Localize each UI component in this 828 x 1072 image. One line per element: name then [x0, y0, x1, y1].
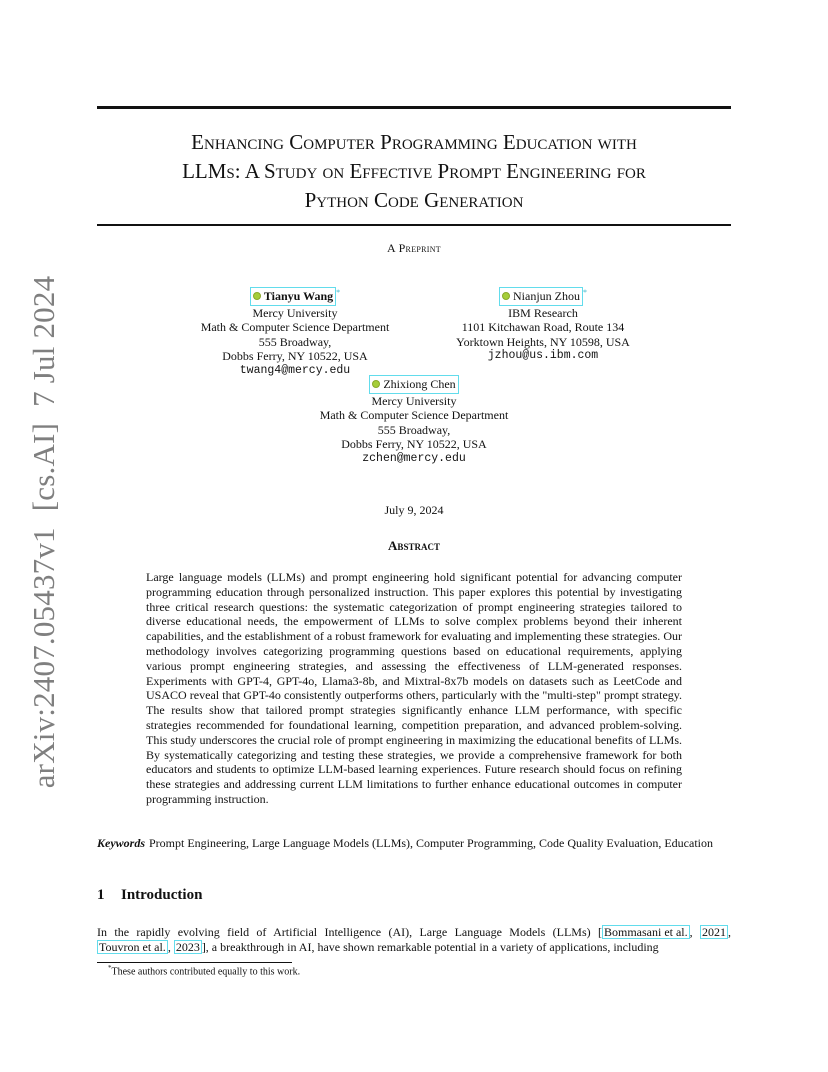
citation-author: Bommasani et al.: [603, 925, 688, 939]
author-name: Nianjun Zhou: [513, 289, 580, 303]
citation-link[interactable]: [97, 940, 168, 954]
section-heading: [97, 887, 731, 904]
orcid-icon: [502, 292, 510, 300]
author-email[interactable]: zchen@mercy.edu: [362, 451, 466, 465]
title-rule-bottom: [97, 224, 731, 226]
orcid-icon: [372, 380, 380, 388]
paper-date: July 9, 2024: [384, 503, 444, 517]
arxiv-date: 7 Jul 2024: [26, 275, 61, 407]
orcid-icon: [253, 292, 261, 300]
author-email[interactable]: jzhou@us.ibm.com: [487, 349, 599, 363]
title-line: Enhancing Computer Programming Education with: [191, 130, 637, 154]
citation-year: 2021: [702, 925, 727, 939]
author-name-link[interactable]: [369, 375, 458, 394]
author-city: Dobbs Ferry, NY 10522, USA: [341, 437, 487, 452]
author-name: Zhixiong Chen: [383, 377, 456, 391]
footnote: [108, 964, 300, 977]
section-title: Introduction: [121, 887, 203, 903]
author-city: Dobbs Ferry, NY 10522, USA: [222, 349, 368, 364]
author-department: Math & Computer Science Department: [319, 408, 509, 423]
citation-year: 2023: [175, 939, 200, 954]
keywords: [97, 836, 731, 851]
footnote-rule: [97, 962, 292, 963]
author-email[interactable]: twang4@mercy.edu: [239, 363, 351, 377]
equal-contribution-mark[interactable]: *: [336, 288, 341, 297]
author-affiliation: Mercy University: [252, 305, 338, 320]
preprint-label: A Preprint: [386, 241, 441, 255]
author-block: [418, 286, 668, 364]
author-block: [289, 375, 539, 467]
paper-title: [97, 128, 731, 215]
intro-text: In the rapidly evolving field of Artificial Intelligence (AI), Large Language Models (LLMs) [: [97, 925, 602, 939]
author-city: Yorktown Heights, NY 10598, USA: [456, 334, 630, 349]
arxiv-id: arXiv:2407.05437v1: [26, 527, 61, 789]
footnote-mark: *: [108, 964, 112, 972]
arxiv-sidebar-stamp: [26, 276, 62, 789]
citation-author: Touvron et al.: [99, 939, 166, 954]
citation-link[interactable]: [602, 925, 690, 939]
arxiv-category: [cs.AI]: [26, 422, 61, 512]
author-block: [170, 286, 420, 379]
author-name: Tianyu Wang: [263, 289, 334, 303]
author-affiliation: Mercy University: [371, 393, 457, 408]
keywords-list: Prompt Engineering, Large Language Models (LLMs), Computer Programming, Code Quality Evaluation, Education: [149, 836, 713, 850]
title-line: LLMs: A Study on Effective Prompt Engineering for: [182, 159, 646, 183]
author-affiliation: IBM Research: [508, 305, 578, 320]
author-department: Math & Computer Science Department: [200, 320, 390, 335]
intro-paragraph: In the rapidly evolving field of Artificial Intelligence (AI), Large Language Models (LLMs) [ Bommasani et al. , 2021 , Touvron et al. , 2023 ], a breakthrough in AI, have shown remarkable potential in a variety of applications, including: [97, 925, 732, 954]
title-rule-top: [97, 106, 731, 109]
citation-link[interactable]: [700, 925, 728, 939]
author-name-link[interactable]: [250, 287, 336, 306]
footnote-text: These authors contributed equally to this work.: [111, 966, 301, 978]
section-number: 1: [97, 887, 105, 903]
author-street: 555 Broadway,: [377, 422, 451, 437]
equal-contribution-mark[interactable]: *: [583, 288, 587, 297]
title-line: Python Code Generation: [304, 188, 524, 212]
author-street: 555 Broadway,: [258, 334, 332, 349]
author-name-link[interactable]: [499, 287, 583, 306]
abstract-text: Large language models (LLMs) and prompt engineering hold significant potential for advancing computer programming education through personalized instruction. This paper explores this potential by investigating three critical research questions: the systematic categorization of prompt engineering strategies tailored to diverse educational needs, the empowerment of LLMs to solve complex problems beyond their inherent capabilities, and the establishment of a robust framework for evaluating and implementing these strategies. Our methodology involves categorizing programming questions based on educational requirements, applying various prompt engineering strategies, and assessing the effectiveness of LLM-generated responses. Experiments with GPT-4, GPT-4o, Llama3-8b, and Mixtral-8x7b models on datasets such as LeetCode and USACO reveal that GPT-4o consistently outperforms others, particularly with the "multi-step" prompt strategy. The results show that tailored prompt strategies significantly enhance LLM performance, with specific strategies recommended for foundational learning, competition preparation, and advanced problem-solving. This study underscores the crucial role of prompt engineering in maximizing the educational benefits of LLMs. By systematically categorizing and testing these strategies, we provide a comprehensive framework for both educators and students to optimize LLM-based learning experiences. Future research should focus on refining these strategies and addressing current LLM limitations to further enhance educational outcomes in computer programming instruction.: [146, 570, 682, 806]
author-street: 1101 Kitchawan Road, Route 134: [461, 320, 625, 335]
intro-text: ], a breakthrough in AI, have shown remarkable potential in a variety of applications, including: [201, 939, 659, 954]
keywords-label: Keywords: [97, 836, 145, 850]
abstract-heading: Abstract: [388, 538, 440, 553]
citation-link[interactable]: [174, 940, 202, 954]
